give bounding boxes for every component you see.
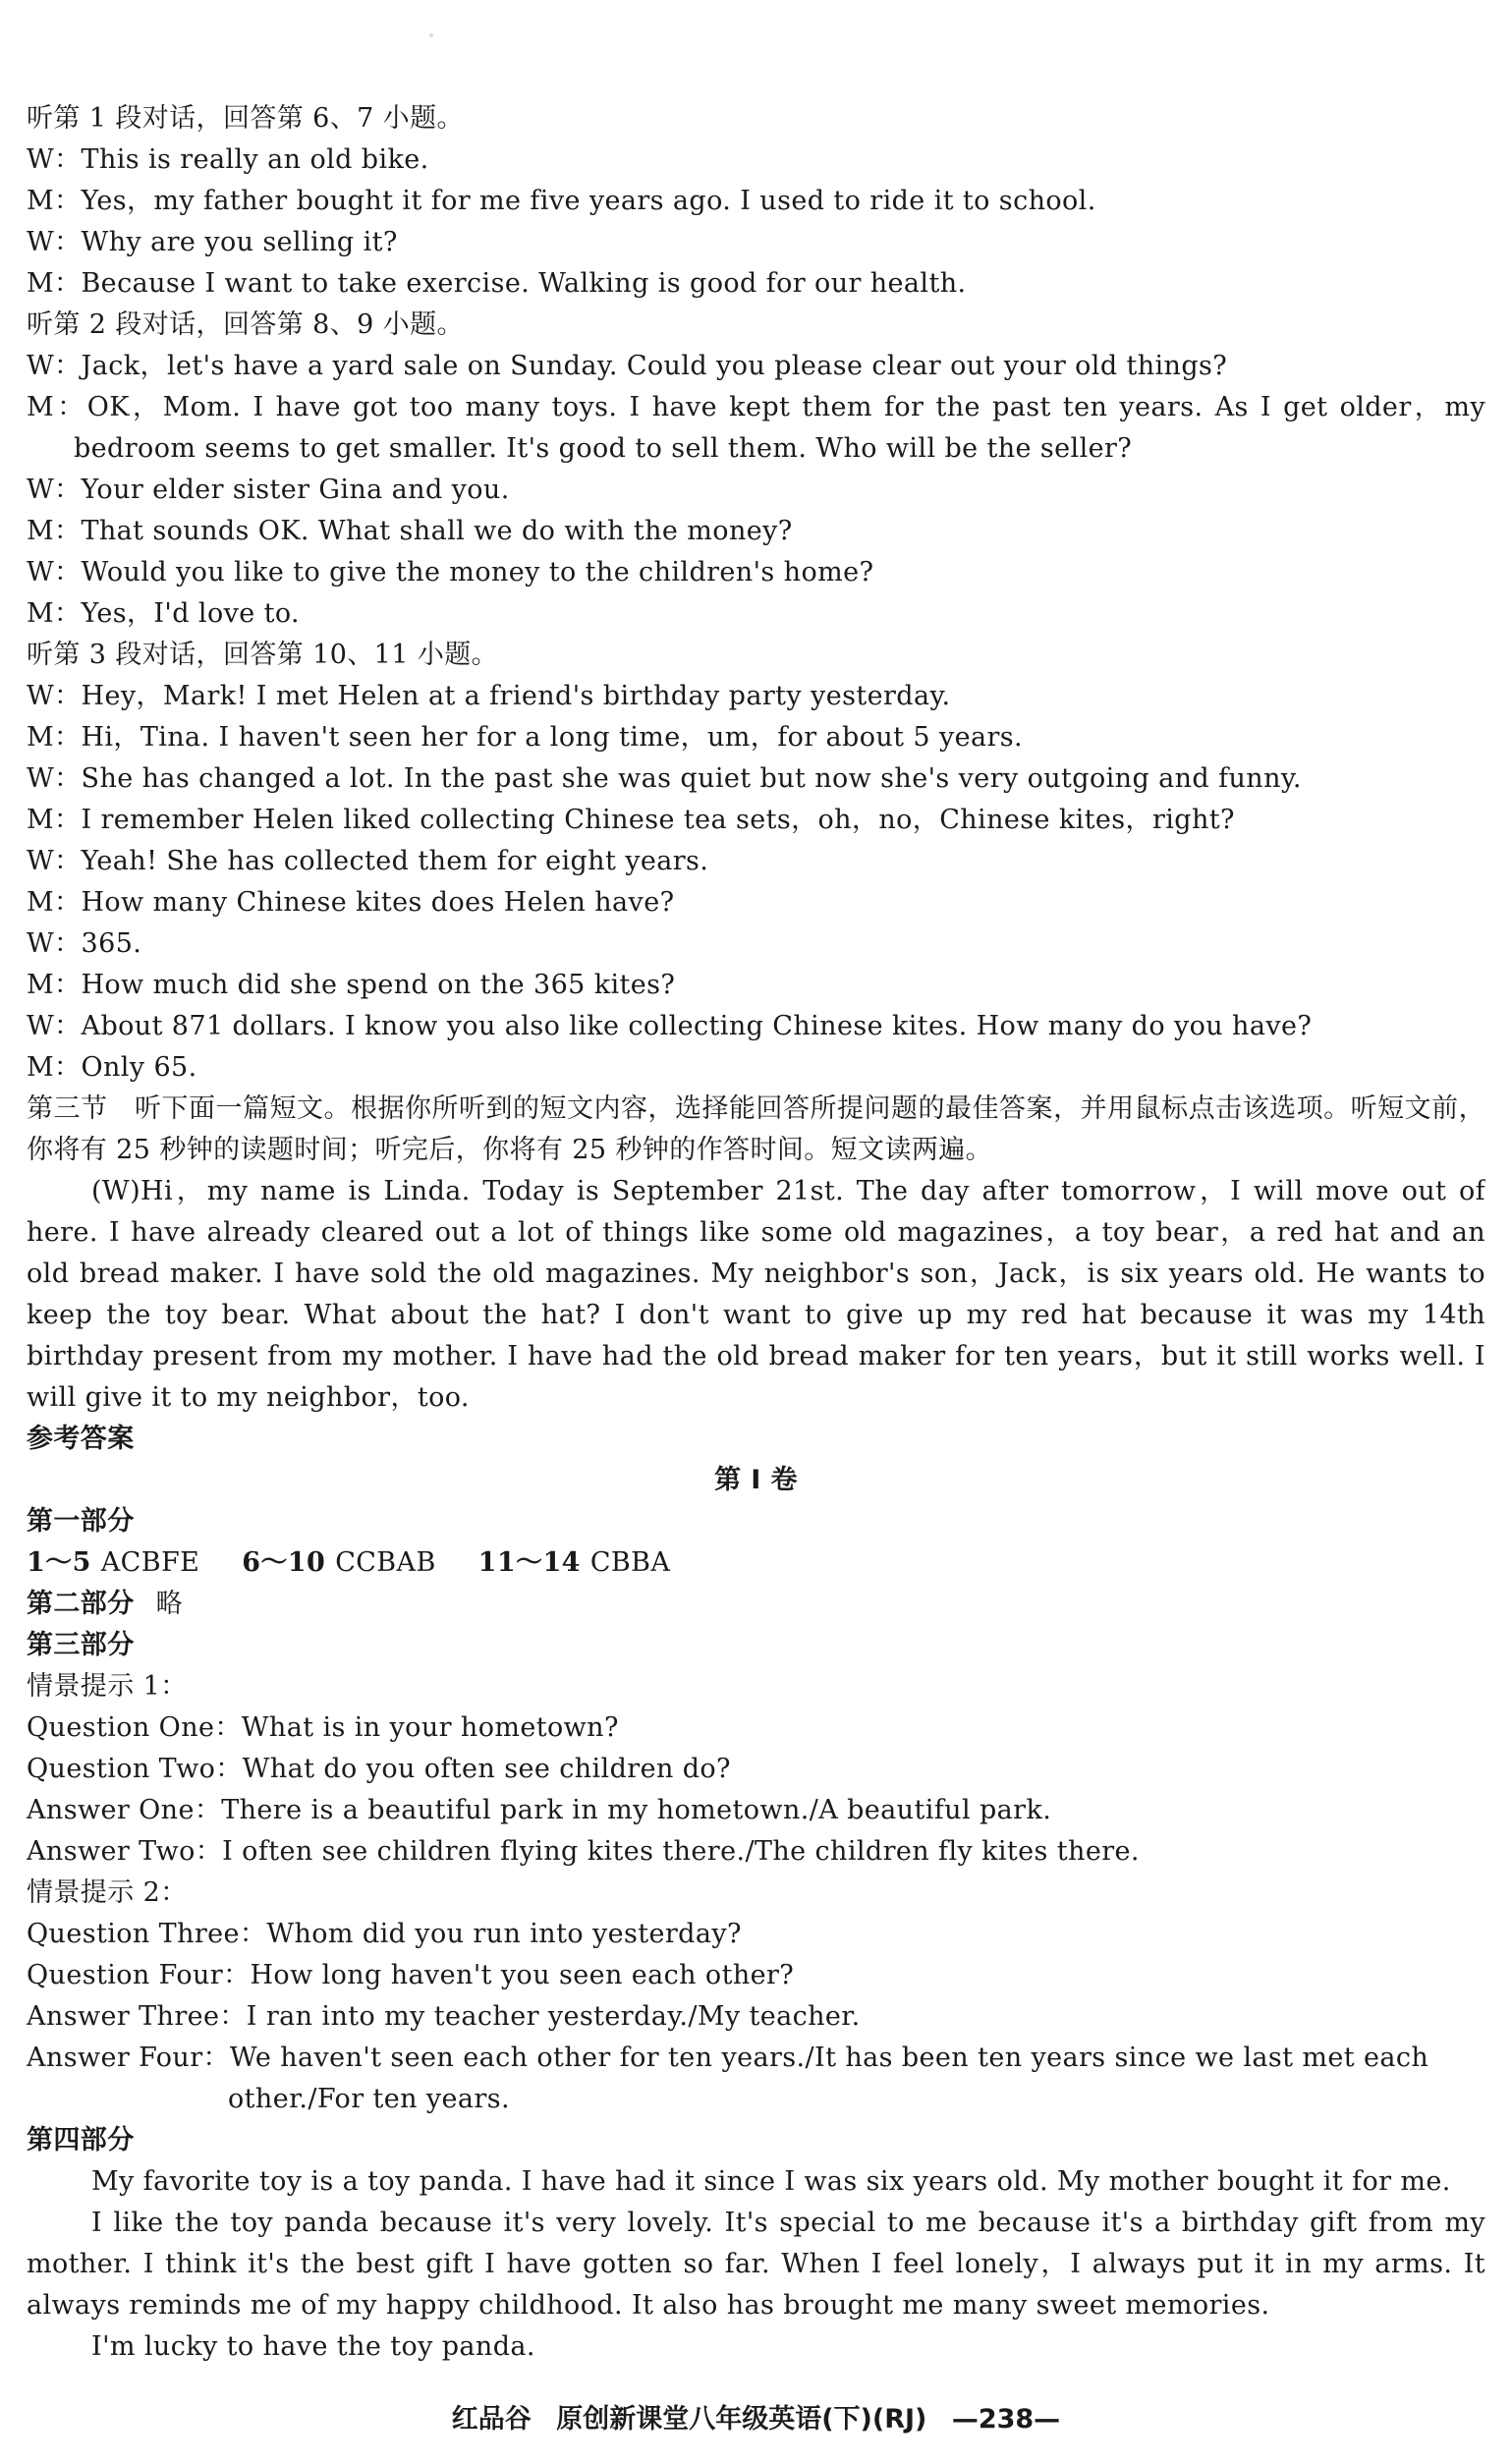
dialogue-line: M：Yes，my father bought it for me five years ago. I used to ride it to school. bbox=[27, 186, 1096, 216]
dialogue-line: M：Only 65. bbox=[27, 1052, 197, 1083]
qa-line: Answer Three：I ran into my teacher yesterday./My teacher. bbox=[27, 2001, 861, 2032]
answer-group bbox=[242, 1547, 435, 1578]
answer-range: 1～5 bbox=[27, 1547, 91, 1578]
dialogue-line: W：Would you like to give the money to the children's home? bbox=[27, 557, 874, 588]
page-content bbox=[27, 98, 1485, 2368]
listening-passage: (W)Hi，my name is Linda. Today is September 21st. The day after tomorrow，I will move out of here. I have already cleared out a lot of things like some old magazines，a toy bear，a red hat and an old bread maker. I have sold the old magazines. My neighbor's son，Jack，is six years old. He wants to keep the toy bear. What about the hat? I don't want to give up my red hat because it was my 14th birthday present from my mother. I have had the old bread maker for ten years，but it still works well. I will give it to my neighbor，too. bbox=[27, 1176, 1485, 1413]
dialogue-line: W：Jack，let's have a yard sale on Sunday. Could you please clear out your old things? bbox=[27, 351, 1228, 381]
part-4-title: 第四部分 bbox=[27, 2125, 135, 2155]
qa-line-continued: other./For ten years. bbox=[228, 2084, 510, 2114]
qa-line: Answer Two：I often see children flying kites there./The children fly kites there. bbox=[27, 1836, 1140, 1867]
dialogue-line: W：Why are you selling it? bbox=[27, 227, 398, 257]
answer-group bbox=[478, 1547, 671, 1578]
part-2-value: 略 bbox=[155, 1589, 184, 1619]
dialogue-line: M：Because I want to take exercise. Walking is good for our health. bbox=[27, 268, 967, 299]
part-3-title: 第三部分 bbox=[27, 1630, 135, 1660]
answer-range: 6～10 bbox=[242, 1547, 326, 1578]
dialogue-line: W：She has changed a lot. In the past she was quiet but now she's very outgoing and funny. bbox=[27, 763, 1302, 794]
qa-line: Answer Four：We haven't seen each other for ten years./It has been ten years since we last met each bbox=[27, 2043, 1429, 2073]
essay-paragraph: My favorite toy is a toy panda. I have had it since I was six years old. My mother bought it for me. bbox=[91, 2166, 1451, 2197]
answer-letters: CBBA bbox=[589, 1547, 671, 1578]
part-2-title: 第二部分 bbox=[27, 1589, 135, 1619]
dialogue-3-heading: 听第 3 段对话，回答第 10、11 小题。 bbox=[27, 640, 499, 670]
dialogue-line: W：About 871 dollars. I know you also like collecting Chinese kites. How many do you have? bbox=[27, 1011, 1313, 1041]
dialogue-line: W：365. bbox=[27, 928, 142, 959]
dialogue-line: W：Your elder sister Gina and you. bbox=[27, 475, 510, 505]
page-number: —238— bbox=[951, 2404, 1061, 2435]
essay-paragraph: I like the toy panda because it's very lovely. It's special to me because it's a birthday gift from my mother. I think it's the best gift I have gotten so far. When I feel lonely，I always put it in my arms. It always reminds me of my happy childhood. It also has brought me many sweet memories. bbox=[27, 2208, 1485, 2321]
answer-letters: ACBFE bbox=[100, 1547, 200, 1578]
essay-paragraph: I'm lucky to have the toy panda. bbox=[91, 2331, 535, 2362]
part-1-answers bbox=[27, 1542, 1485, 1584]
dialogue-2-heading: 听第 2 段对话，回答第 8、9 小题。 bbox=[27, 309, 464, 340]
footer-book-title: 原创新课堂八年级英语(下)(RJ) bbox=[556, 2404, 927, 2435]
answer-letters: CCBAB bbox=[335, 1547, 436, 1578]
qa-line: Answer One：There is a beautiful park in my hometown./A beautiful park. bbox=[27, 1795, 1052, 1825]
page-footer bbox=[0, 2397, 1512, 2435]
dialogue-line: W：Yeah! She has collected them for eight years. bbox=[27, 846, 709, 876]
dialogue-1-heading: 听第 1 段对话，回答第 6、7 小题。 bbox=[27, 103, 464, 134]
dialogue-line: M：How much did she spend on the 365 kites? bbox=[27, 970, 676, 1000]
dialogue-line: W：This is really an old bike. bbox=[27, 144, 429, 175]
dialogue-line: M：That sounds OK. What shall we do with the money? bbox=[27, 516, 793, 546]
scene-2-label: 情景提示 2： bbox=[27, 1877, 188, 1908]
volume-title: 第 Ⅰ 卷 bbox=[714, 1465, 798, 1495]
footer-brand: 红品谷 bbox=[451, 2404, 532, 2435]
qa-line: Question Two：What do you often see children do? bbox=[27, 1754, 731, 1784]
dialogue-line: M：OK，Mom. I have got too many toys. I have kept them for the past ten years. As I get older，my bedroom seems to get smaller. It's good to sell them. Who will be the seller? bbox=[27, 392, 1485, 464]
qa-line: Question One：What is in your hometown? bbox=[27, 1712, 619, 1743]
dialogue-line: M：How many Chinese kites does Helen have? bbox=[27, 887, 675, 918]
dialogue-line: W：Hey，Mark! I met Helen at a friend's birthday party yesterday. bbox=[27, 681, 951, 711]
answer-group bbox=[27, 1547, 199, 1578]
scan-speck bbox=[429, 33, 433, 37]
dialogue-line: M：Yes，I'd love to. bbox=[27, 598, 301, 629]
part-2-row bbox=[27, 1584, 1485, 1625]
qa-line: Question Three：Whom did you run into yesterday? bbox=[27, 1919, 742, 1949]
answer-range: 11～14 bbox=[477, 1547, 581, 1578]
section-3-instruction: 第三节 听下面一篇短文。根据你所听到的短文内容，选择能回答所提问题的最佳答案，并用鼠标点击该选项。听短文前，你将有 25 秒钟的读题时间；听完后，你将有 25 秒钟的作答时间。短文读两遍。 bbox=[27, 1093, 1485, 1165]
dialogue-line: M：I remember Helen liked collecting Chinese tea sets，oh，no，Chinese kites，right? bbox=[27, 805, 1235, 835]
answer-key-title: 参考答案 bbox=[27, 1424, 135, 1454]
dialogue-line: M：Hi，Tina. I haven't seen her for a long time，um，for about 5 years. bbox=[27, 722, 1024, 753]
scene-1-label: 情景提示 1： bbox=[27, 1671, 188, 1702]
qa-line: Question Four：How long haven't you seen each other? bbox=[27, 1960, 795, 1990]
part-1-title: 第一部分 bbox=[27, 1506, 135, 1537]
